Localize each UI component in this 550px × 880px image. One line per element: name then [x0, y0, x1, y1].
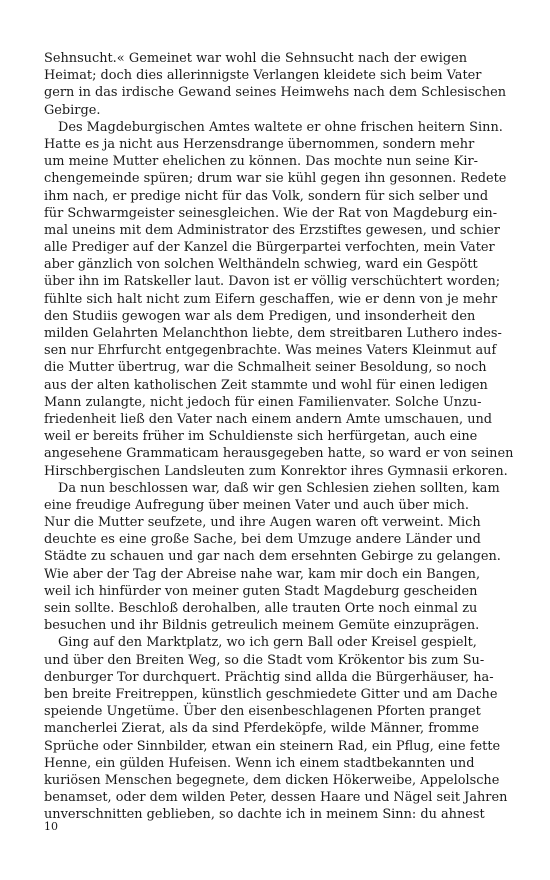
- text-line: kuriösen Menschen begegnete, dem dicken Hökerweibe, Appelolsche: [44, 772, 500, 788]
- text-line: die Mutter übertrug, war die Schmalheit seiner Besoldung, so noch: [44, 360, 487, 376]
- text-line: denburger Tor durchquert. Prächtig sind allda die Bürgerhäuser, ha-: [44, 669, 494, 685]
- text-line: weil ich hinfürder von meiner guten Stadt Magdeburg gescheiden: [44, 583, 478, 599]
- text-line: chengemeinde spüren; drum war sie kühl gegen ihn gesonnen. Redete: [44, 171, 507, 187]
- text-line: über ihn im Ratskeller laut. Davon ist er völlig verschüchtert worden;: [44, 274, 501, 290]
- text-line: Heimat; doch dies allerinnigste Verlangen kleidete sich beim Vater: [44, 68, 482, 84]
- text-line: mal uneins mit dem Administrator des Erzstiftes gewesen, und schier: [44, 222, 500, 238]
- text-line: deuchte es eine große Sache, bei dem Umzuge andere Länder und: [44, 532, 481, 548]
- text-line: friedenheit ließ den Vater nach einem andern Amte umschauen, und: [44, 411, 493, 427]
- text-line: Henne, ein gülden Hufeisen. Wenn ich einem stadtbekannten und: [44, 755, 475, 771]
- text-line: Nur die Mutter seufzete, und ihre Augen waren oft verweint. Mich: [44, 515, 481, 531]
- text-line: den Studiis gewogen war als dem Predigen, und insonderheit den: [44, 308, 476, 324]
- text-line: Gebirge.: [44, 102, 101, 118]
- text-line: gern in das irdische Gewand seines Heimwehs nach dem Schlesischen: [44, 85, 507, 101]
- text-line: weil er bereits früher im Schuldienste sich herfürgetan, auch eine: [44, 429, 478, 445]
- text-line: Hirschbergischen Landsleuten zum Konrektor ihres Gymnasii erkoren.: [44, 463, 508, 479]
- text-line: sen nur Ehrfurcht entgegenbrachte. Was meines Vaters Kleinmut auf: [44, 343, 497, 359]
- text-line: eine freudige Aufregung über meinen Vater und auch über mich.: [44, 497, 469, 513]
- text-line: benamset, oder dem wilden Peter, dessen Haare und Nägel seit Jahren: [44, 790, 508, 806]
- text-line: Hatte es ja nicht aus Herzensdrange übernommen, sondern mehr: [44, 136, 475, 152]
- text-line: Sprüche oder Sinnbilder, etwan ein steinern Rad, ein Pflug, eine fette: [44, 738, 501, 754]
- text-line: fühlte sich halt nicht zum Eifern geschaffen, wie er denn von je mehr: [44, 291, 498, 307]
- text-line: Des Magdeburgischen Amtes waltete er ohne frischen heitern Sinn.: [58, 119, 503, 135]
- text-line: Ging auf den Marktplatz, wo ich gern Ball oder Kreisel gespielt,: [58, 635, 477, 651]
- text-line: um meine Mutter ehelichen zu können. Das mochte nun seine Kir-: [44, 154, 479, 170]
- text-line: Wie aber der Tag der Abreise nahe war, kam mir doch ein Bangen,: [44, 566, 481, 582]
- text-line: aber gänzlich von solchen Welthändeln schwieg, ward ein Gespött: [44, 257, 478, 273]
- text-line: milden Gelahrten Melanchthon liebte, dem streitbaren Luthero indes-: [44, 326, 502, 341]
- text-line: Sehnsucht.« Gemeinet war wohl die Sehnsucht nach der ewigen: [44, 51, 467, 66]
- text-line: angesehene Grammaticam herausgegeben hatte, so ward er von seinen: [44, 446, 514, 462]
- text-line: Da nun beschlossen war, daß wir gen Schlesien ziehen sollten, kam: [58, 480, 500, 496]
- text-line: sein sollte. Beschloß derohalben, alle trauten Orte noch einmal zu: [44, 601, 478, 616]
- text-line: alle Prediger auf der Kanzel die Bürgerpartei verfochten, mein Vater: [44, 240, 495, 256]
- text-line: mancherlei Zierat, als da sind Pferdeköpfe, wilde Männer, fromme: [44, 721, 479, 737]
- text-line: für Schwarmgeister seinesgleichen. Wie der Rat von Magdeburg ein-: [44, 205, 498, 221]
- text-line: aus der alten katholischen Zeit stammte und wohl für einen ledigen: [44, 377, 488, 393]
- text-line: speiende Ungetüme. Über den eisenbeschlagenen Pforten pranget: [44, 704, 481, 720]
- text-line: und über den Breiten Weg, so die Stadt vom Krökentor bis zum Su-: [44, 652, 485, 668]
- text-line: Städte zu schauen und gar nach dem ersehnten Gebirge zu gelangen.: [44, 549, 501, 565]
- text-line: unverschnitten geblieben, so dachte ich in meinem Sinn: du ahnest: [44, 807, 485, 823]
- page-text-block: [44, 50, 514, 823]
- page-number: 10: [44, 820, 58, 833]
- text-line: ihm nach, er predige nicht für das Volk, sondern für sich selber und: [44, 188, 489, 204]
- text-line: besuchen und ihr Bildnis getreulich meinem Gemüte einzuprägen.: [44, 618, 480, 634]
- text-line: Mann zulangte, nicht jedoch für einen Familienvater. Solche Unzu-: [44, 394, 482, 410]
- text-line: ben breite Freitreppen, künstlich geschmiedete Gitter und am Dache: [44, 686, 498, 702]
